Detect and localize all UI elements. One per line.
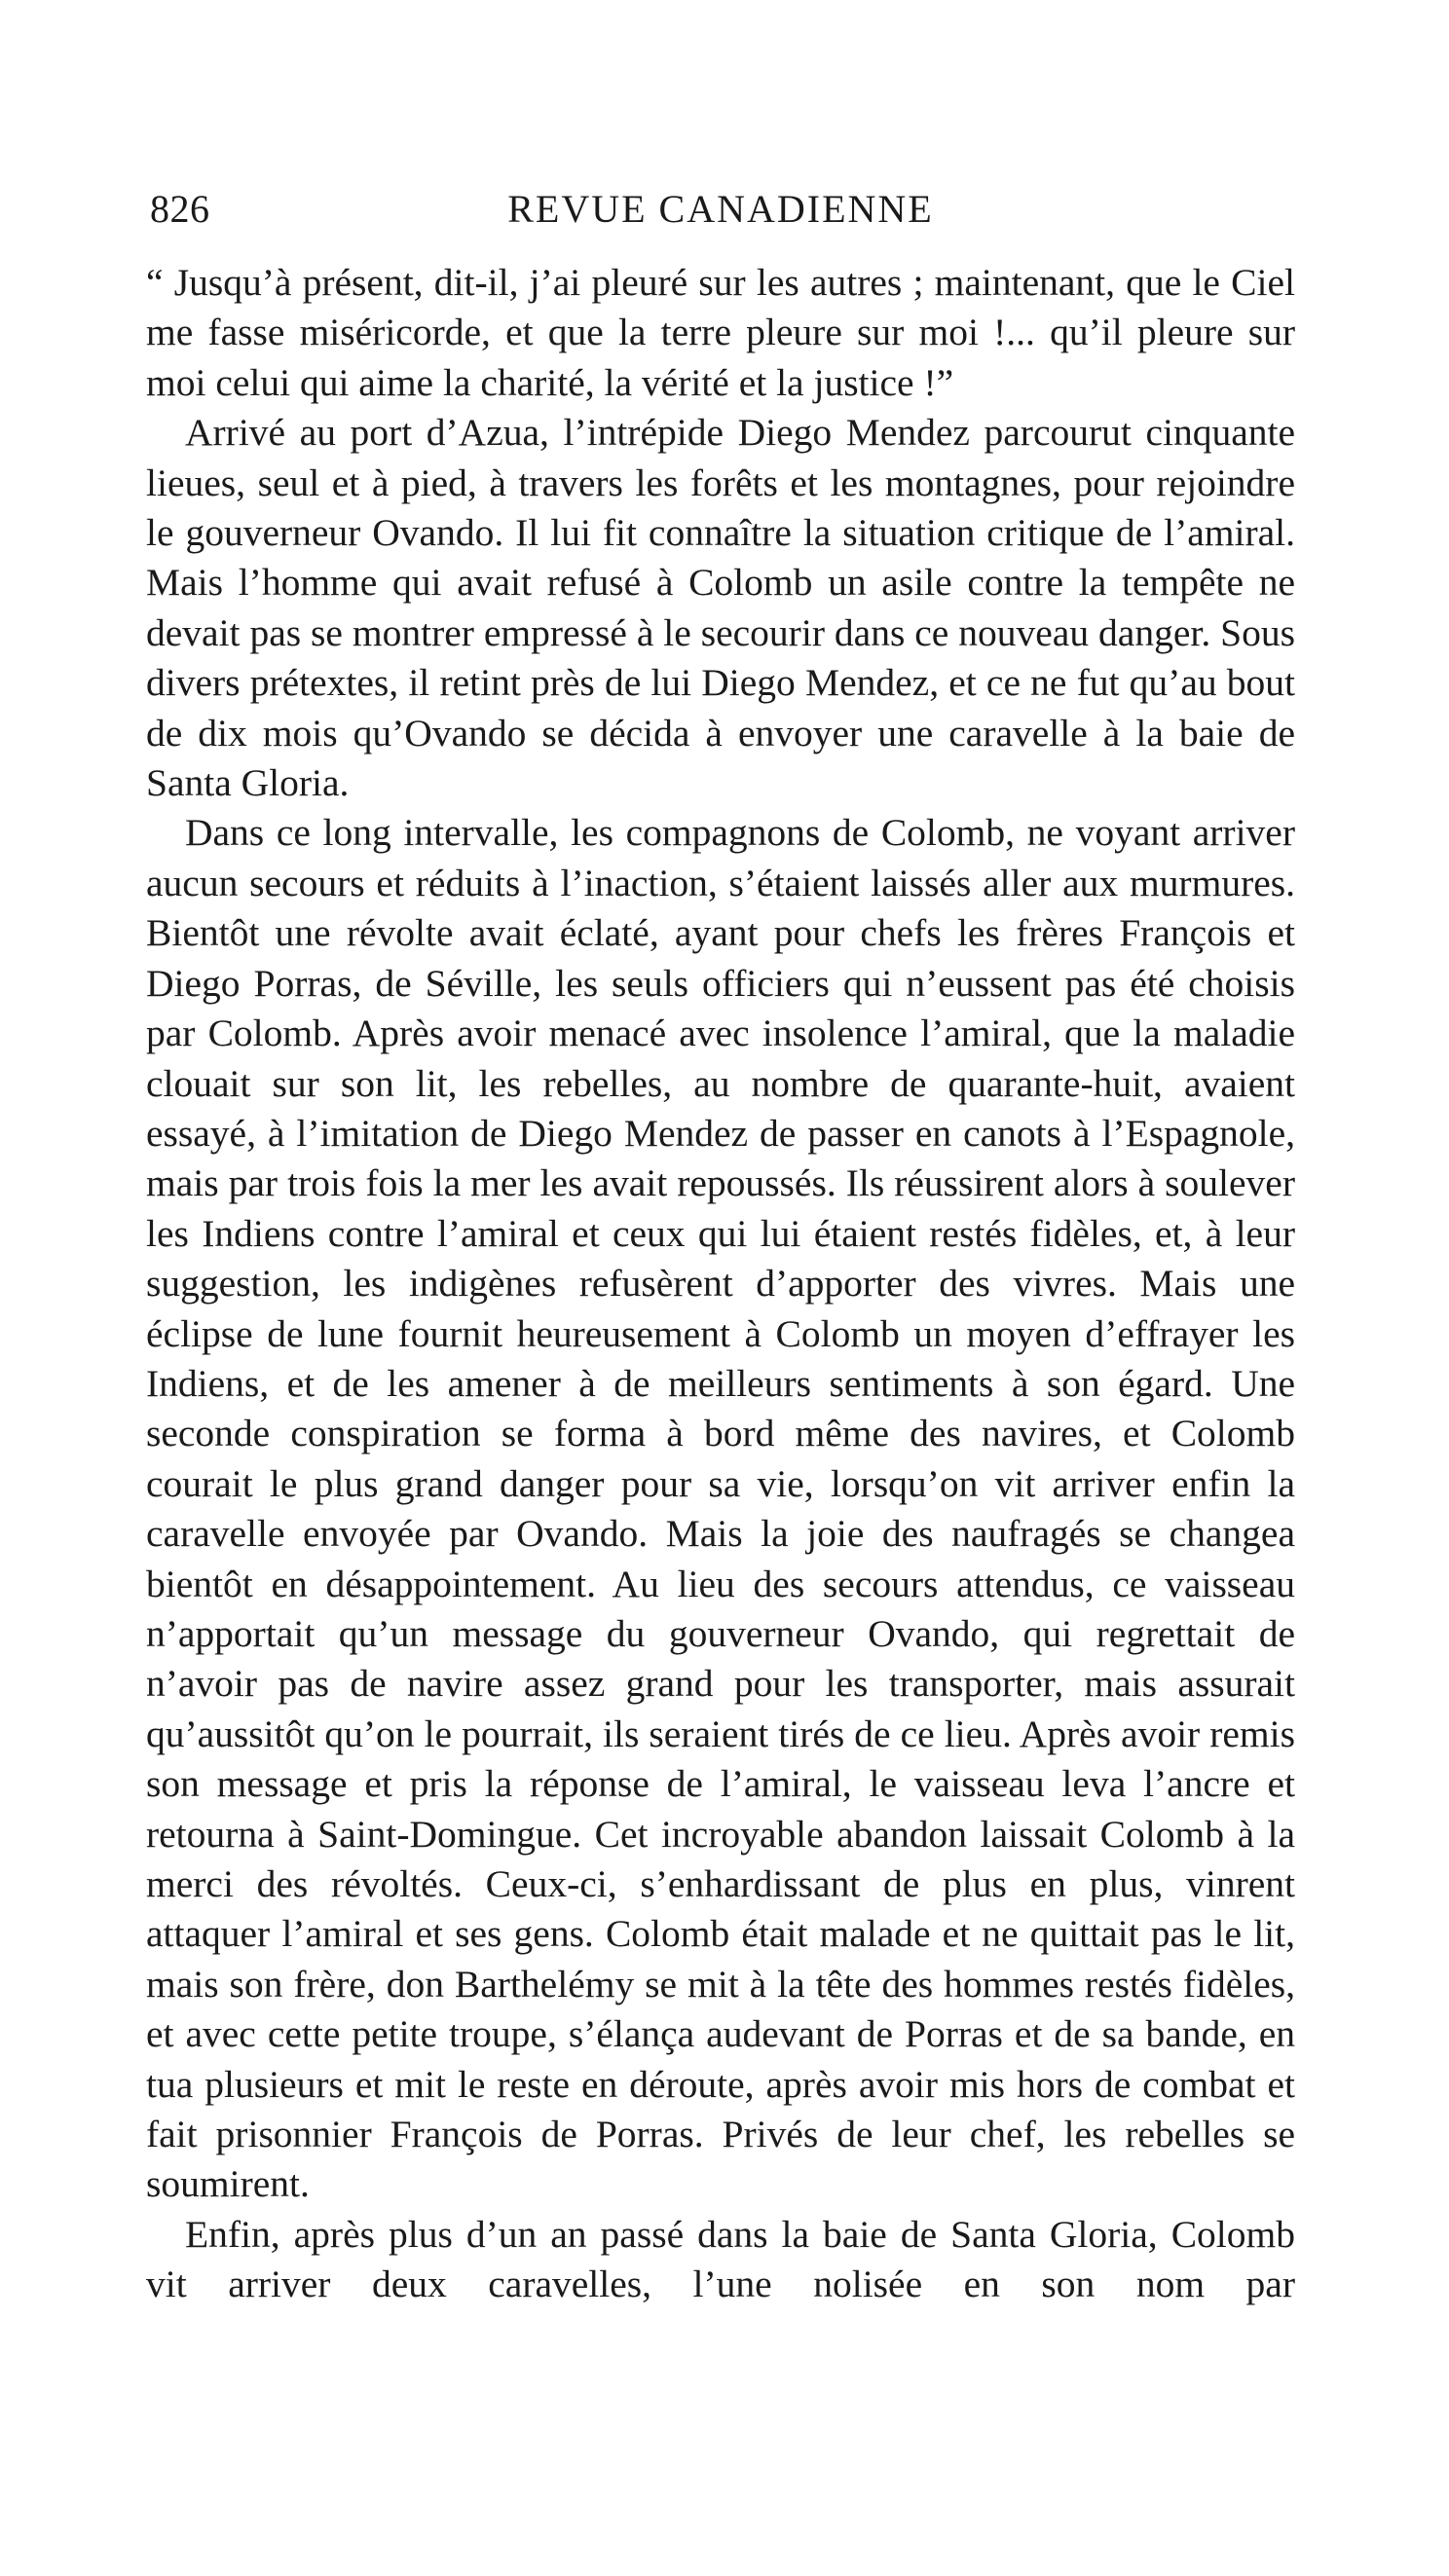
page-number: 826 xyxy=(150,187,210,231)
running-title: REVUE CANADIENNE xyxy=(507,187,934,231)
paragraph-quote: “ Jusqu’à présent, dit-il, j’ai pleuré sur les autres ; maintenant, que le Ciel me fasse miséricorde, et que la terre pleure sur moi !... qu’il pleure sur moi celui qui aime la charité, la vérité et la justice !” xyxy=(146,261,1295,404)
page-header xyxy=(146,180,1295,239)
paragraph-azua: Arrivé au port d’Azua, l’intrépide Diego Mendez parcourut cinquante lieues, seul et à pied, à travers les forêts et les montagnes, pour rejoindre le gouverneur Ovando. Il lui fit connaître la situation critique de l’amiral. Mais l’homme qui avait refusé à Colomb un asile contre la tempête ne devait pas se montrer empressé à le secourir dans ce nouveau danger. Sous divers prétextes, il retint près de lui Diego Mendez, et ce ne fut qu’au bout de dix mois qu’Ovando se décida à envoyer une caravelle à la baie de Santa Gloria. xyxy=(146,411,1295,805)
paragraph-revolt: Dans ce long intervalle, les compagnons de Colomb, ne voyant arriver aucun secours et réduits à l’inaction, s’étaient laissés aller aux murmures. Bientôt une révolte avait éclaté, ayant pour chefs les frères François et Diego Porras, de Séville, les seuls officiers qui n’eussent pas été choisis par Colomb. Après avoir menacé avec insolence l’amiral, que la maladie clouait sur son lit, les rebelles, au nombre de quarante-huit, avaient essayé, à l’imitation de Diego Mendez de passer en canots à l’Espagnole, mais par trois fois la mer les avait repoussés. Ils réussirent alors à soulever les Indiens contre l’amiral et ceux qui lui étaient restés fidèles, et, à leur suggestion, les indigènes refusèrent d’apporter des vivres. Mais une éclipse de lune fournit heureusement à Colomb un moyen d’effrayer les Indiens, et de les amener à de meilleurs sentiments à son égard. Une seconde conspiration se forma à bord même des navires, et Colomb courait le plus grand danger pour sa vie, lorsqu’on vit arriver enfin la caravelle envoyée par Ovando. Mais la joie des naufragés se changea bientôt en désappointement. Au lieu des secours attendus, ce vaisseau n’apportait qu’un message du gouverneur Ovando, qui regrettait de n’avoir pas de navire assez grand pour les transporter, mais assurait qu’aussitôt qu’on le pourrait, ils seraient tirés de ce lieu. Après avoir remis son message et pris la réponse de l’amiral, le vaisseau leva l’ancre et retourna à Saint-Domingue. Cet incroyable abandon laissait Colomb à la merci des révoltés. Ceux-ci, s’enhardissant de plus en plus, vinrent attaquer l’amiral et ses gens. Colomb était malade et ne quittait pas le lit, mais son frère, don Barthelémy se mit à la tête des hommes restés fidèles, et avec cette petite troupe, s’élança audevant de Porras et de sa bande, en tua plusieurs et mit le reste en déroute, après avoir mis hors de combat et fait prisonnier François de Porras. Privés de leur chef, les rebelles se soumirent. xyxy=(146,811,1295,2206)
paragraph-rescue: Enfin, après plus d’un an passé dans la baie de Santa Gloria, Colomb vit arriver deux caravelles, l’une nolisée en son nom par xyxy=(146,2212,1295,2306)
body-text xyxy=(146,258,1295,2310)
